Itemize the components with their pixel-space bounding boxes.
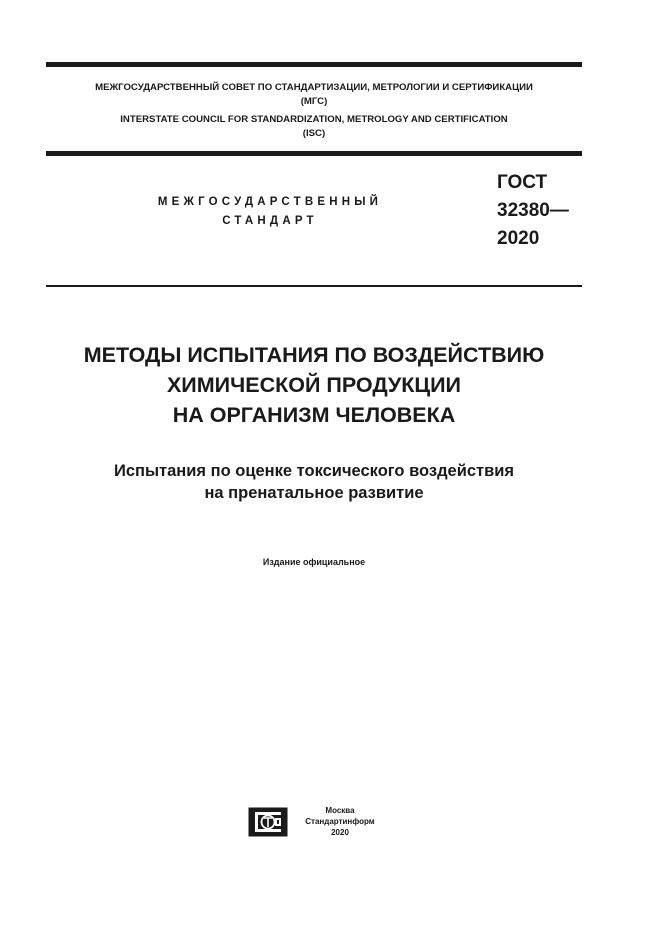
top-rule [46, 62, 582, 67]
publisher-imprint [294, 805, 386, 838]
publisher-year: 2020 [331, 828, 349, 837]
publisher-city: Москва [325, 806, 355, 815]
standartinform-logo-icon [248, 807, 288, 837]
publisher-name: Стандартинформ [305, 817, 375, 826]
council-ru-line-1: МЕЖГОСУДАРСТВЕННЫЙ СОВЕТ ПО СТАНДАРТИЗАЦИИ, МЕТРОЛОГИИ И СЕРТИФИКАЦИИ [95, 82, 533, 93]
council-name-en [46, 113, 582, 141]
title-line-1: МЕТОДЫ ИСПЫТАНИЯ ПО ВОЗДЕЙСТВИЮ [83, 343, 545, 367]
council-name-ru [46, 81, 582, 109]
title-line-3: НА ОРГАНИЗМ ЧЕЛОВЕКА [172, 403, 456, 427]
subtitle-line-1: Испытания по оценке токсического воздействия [113, 462, 515, 480]
standard-type-line-2: СТАНДАРТ [222, 215, 318, 227]
gost-year: 2020 [497, 228, 540, 249]
edition-note: Издание официальное [262, 557, 366, 567]
gost-designation [497, 169, 569, 253]
council-ru-line-2: (МГС) [300, 96, 328, 107]
lower-rule [46, 285, 582, 287]
middle-rule [46, 151, 582, 156]
document-subtitle [40, 460, 588, 504]
gost-number: 32380— [497, 200, 569, 221]
subtitle-line-2: на пренатальное развитие [204, 484, 424, 502]
title-line-2: ХИМИЧЕСКОЙ ПРОДУКЦИИ [166, 373, 462, 397]
gost-label: ГОСТ [497, 172, 548, 193]
council-en-line-1: INTERSTATE COUNCIL FOR STANDARDIZATION, METROLOGY AND CERTIFICATION [120, 114, 508, 125]
council-en-line-2: (ISC) [302, 128, 326, 139]
document-title [40, 340, 588, 430]
standard-type-line-1: МЕЖГОСУДАРСТВЕННЫЙ [157, 196, 383, 208]
